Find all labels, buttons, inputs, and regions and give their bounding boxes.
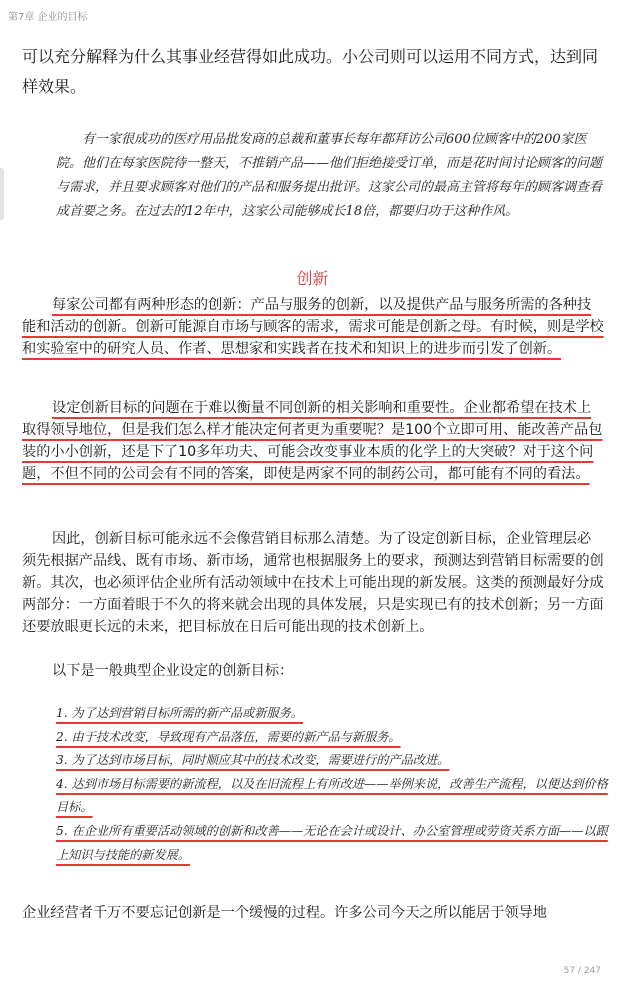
innovation-goals-list bbox=[56, 702, 608, 867]
side-edge-tab[interactable] bbox=[0, 168, 4, 220]
paragraph-1-text: 每家公司都有两种形态的创新：产品与服务的创新，以及提供产品与服务所需的各种技能和活动的创新。创新可能源自市场与顾客的需求，需求可能是创新之母。有时候，则是学校和实验室中的研究人员、作者、思想家和实践者在技术和知识上的进步而引发了创新。 bbox=[22, 297, 604, 357]
page-number: 57 / 247 bbox=[563, 966, 601, 976]
chapter-header: 第7章 企业的目标 bbox=[8, 12, 88, 23]
paragraph-2-text: 设定创新目标的问题在于难以衡量不同创新的相关影响和重要性。企业都希望在技术上取得领导地位，但是我们怎么样才能决定何者更为重要呢？是100个立即可用、能改善产品包装的小小创新，还是下了10多年功夫、可能会改变事业本质的化学上的大突破？对于这个问题，不但不同的公司会有不同的答案，即使是两家不同的制药公司，都可能有不同的看法。 bbox=[22, 400, 603, 482]
case-quote: 有一家很成功的医疗用品批发商的总裁和董事长每年都拜访公司600位顾客中的200家医院。他们在每家医院待一整天，不推销产品——他们拒绝接受订单，而是花时间讨论顾客的问题与需求，并且要求顾客对他们的产品和服务提出批评。这家公司的最高主管将每年的顾客调查看成首要之务。在过去的12年中，这家公司能够成长18倍，都要归功于这种作风。 bbox=[56, 132, 603, 219]
list-item: 3. 为了达到市场目标，同时顺应其中的技术改变，需要进行的产品改进。 bbox=[56, 753, 450, 768]
bottom-paragraph: 企业经营者千万不要忘记创新是一个缓慢的过程。许多公司今天之所以能居于领导地 bbox=[22, 905, 547, 921]
list-item: 4. 达到市场目标需要的新流程，以及在旧流程上有所改进——举例来说，改善生产流程，以便达到价格目标。 bbox=[56, 776, 608, 815]
paragraph-4: 以下是一般典型企业设定的创新目标： bbox=[52, 663, 294, 679]
list-item: 1. 为了达到营销目标所需的新产品或新服务。 bbox=[56, 706, 304, 720]
list-item: 5. 在企业所有重要活动领域的创新和改善——无论在会计或设计、办公室管理或劳资关系方面——以跟上知识与技能的新发展。 bbox=[56, 823, 608, 862]
paragraph-3: 因此，创新目标可能永远不会像营销目标那么清楚。为了设定创新目标，企业管理层必须先根据产品线、既有市场、新市场，通常也根据服务上的要求，预测达到营销目标需要的创新。其次，也必须评估企业所有活动领域中在技术上可能出现的新发展。这类的预测最好分成两部分：一方面着眼于不久的将来就会出现的具体发展，只是实现已有的技术创新；另一方面还要放眼更长远的未来，把目标放在日后可能出现的技术创新上。 bbox=[22, 531, 604, 635]
list-item: 2. 由于技术改变，导致现有产品落伍，需要的新产品与新服务。 bbox=[56, 729, 401, 744]
top-paragraph: 可以充分解释为什么其事业经营得如此成功。小公司则可以运用不同方式，达到同样效果。 bbox=[22, 47, 599, 96]
paragraph-2 bbox=[22, 397, 604, 485]
section-title: 创新 bbox=[296, 269, 329, 288]
paragraph-1 bbox=[22, 294, 604, 360]
